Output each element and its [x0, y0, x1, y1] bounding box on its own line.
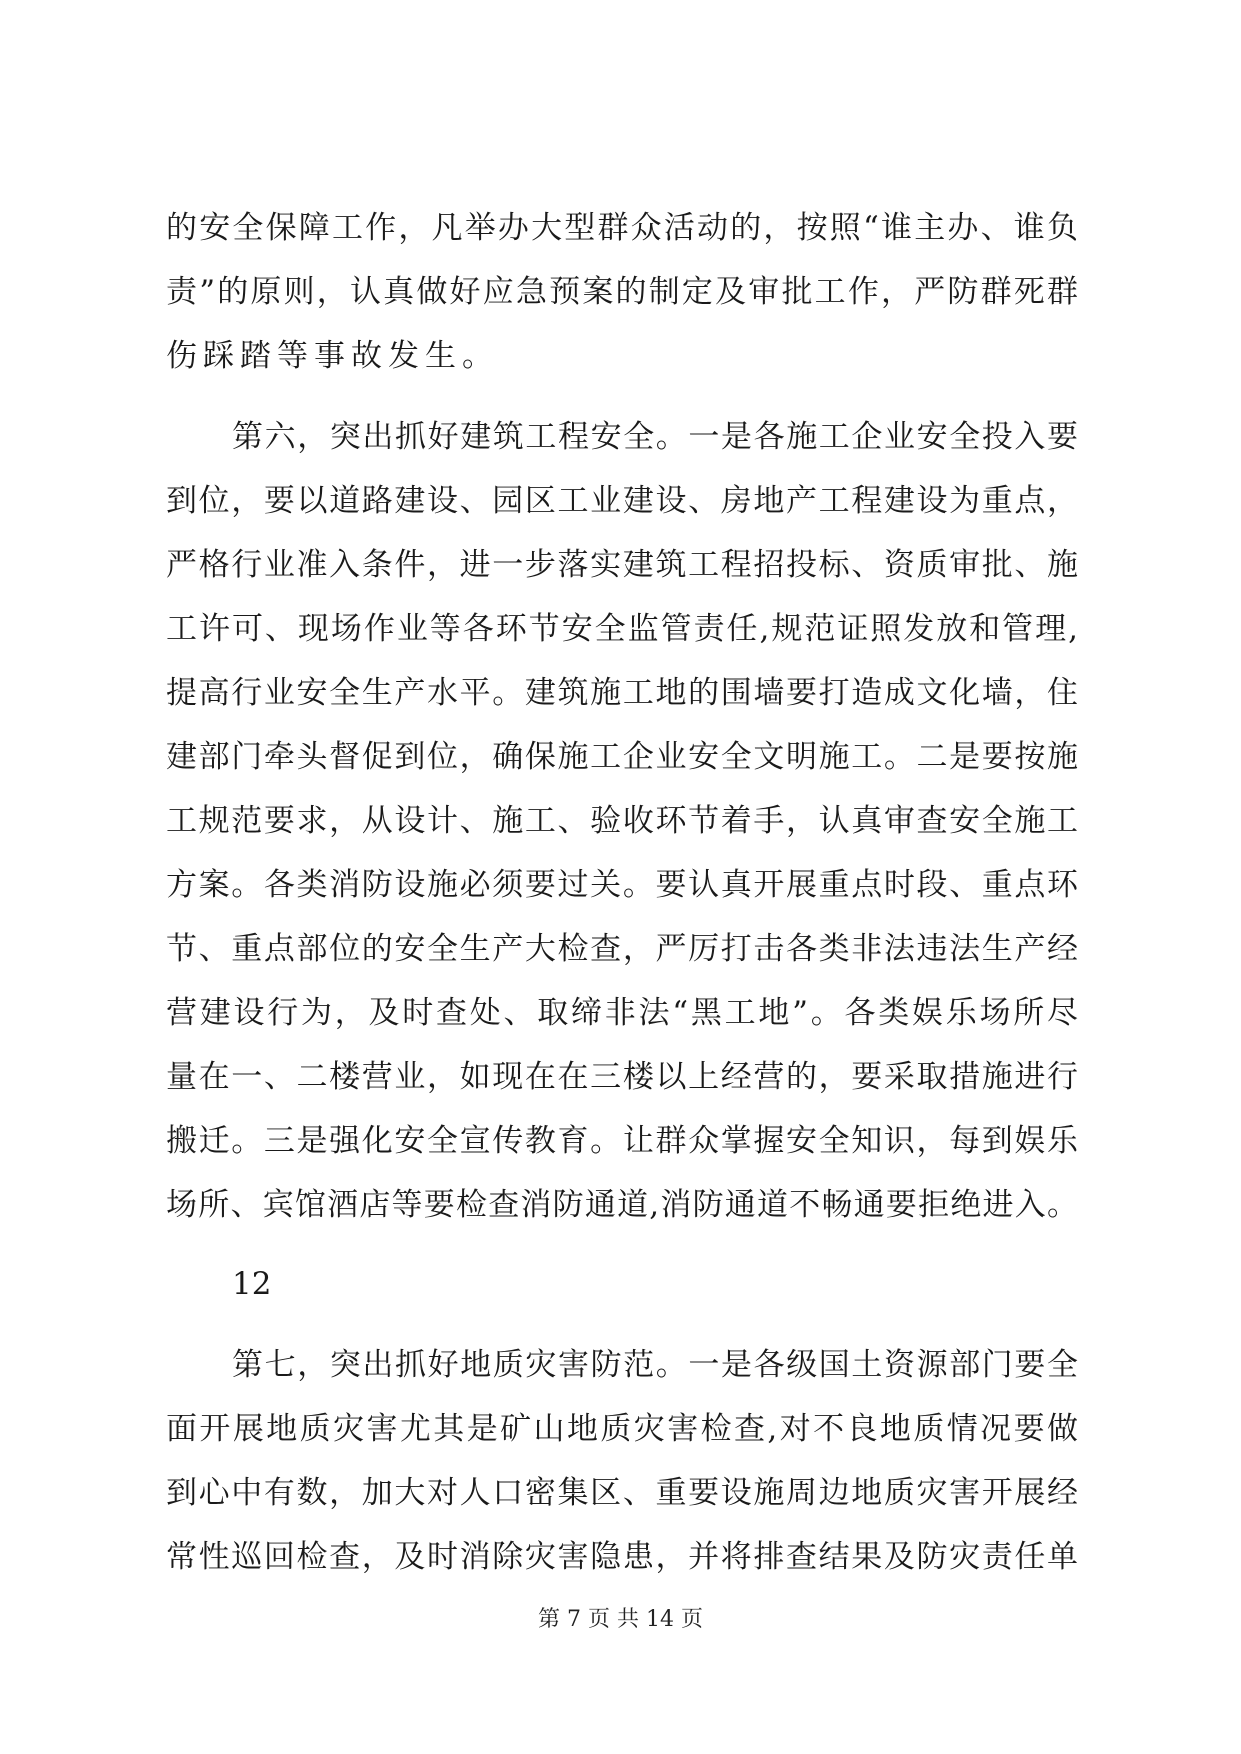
body-text-line: 第七，突出抓好地质灾害防范。一是各级国土资源部门要全 — [232, 1347, 1078, 1383]
page-footer: 第 7 页 共 14 页 — [538, 1607, 703, 1632]
body-text-line: 节、重点部位的安全生产大检查，严厉打击各类非法违法生产经 — [166, 931, 1078, 967]
body-text-line: 提高行业安全生产水平。建筑施工地的围墙要打造成文化墙，住 — [166, 675, 1078, 711]
body-text-line: 量在一、二楼营业，如现在在三楼以上经营的，要采取措施进行 — [166, 1059, 1078, 1095]
body-text-line: 到心中有数，加大对人口密集区、重要设施周边地质灾害开展经 — [166, 1475, 1078, 1511]
body-text-line: 伤踩踏等事故发生。 — [166, 338, 499, 374]
body-text-line: 常性巡回检查，及时消除灾害隐患，并将排查结果及防灾责任单 — [166, 1539, 1078, 1575]
body-text-line: 严格行业准入条件，进一步落实建筑工程招投标、资质审批、施 — [166, 547, 1078, 583]
body-text-line: 的安全保障工作，凡举办大型群众活动的，按照“谁主办、谁负 — [166, 210, 1078, 246]
body-text-line: 建部门牵头督促到位，确保施工企业安全文明施工。二是要按施 — [166, 739, 1078, 775]
body-text-line: 场所、宾馆酒店等要检查消防通道,消防通道不畅通要拒绝进入。 — [166, 1187, 1078, 1223]
body-text-line: 责”的原则，认真做好应急预案的制定及审批工作，严防群死群 — [166, 274, 1078, 310]
body-text-line: 方案。各类消防设施必须要过关。要认真开展重点时段、重点环 — [166, 867, 1078, 903]
body-text-line: 第六，突出抓好建筑工程安全。一是各施工企业安全投入要 — [232, 419, 1078, 455]
body-text-line: 面开展地质灾害尤其是矿山地质灾害检查,对不良地质情况要做 — [166, 1411, 1078, 1447]
body-text-line: 工许可、现场作业等各环节安全监管责任,规范证照发放和管理, — [166, 611, 1078, 647]
body-text-line: 工规范要求，从设计、施工、验收环节着手，认真审查安全施工 — [166, 803, 1078, 839]
body-text-line: 营建设行为，及时查处、取缔非法“黑工地”。各类娱乐场所尽 — [166, 995, 1078, 1031]
body-text-line: 到位，要以道路建设、园区工业建设、房地产工程建设为重点， — [166, 483, 1078, 519]
body-text-line: 搬迁。三是强化安全宣传教育。让群众掌握安全知识，每到娱乐 — [166, 1123, 1078, 1159]
inline-number: 12 — [232, 1266, 272, 1302]
